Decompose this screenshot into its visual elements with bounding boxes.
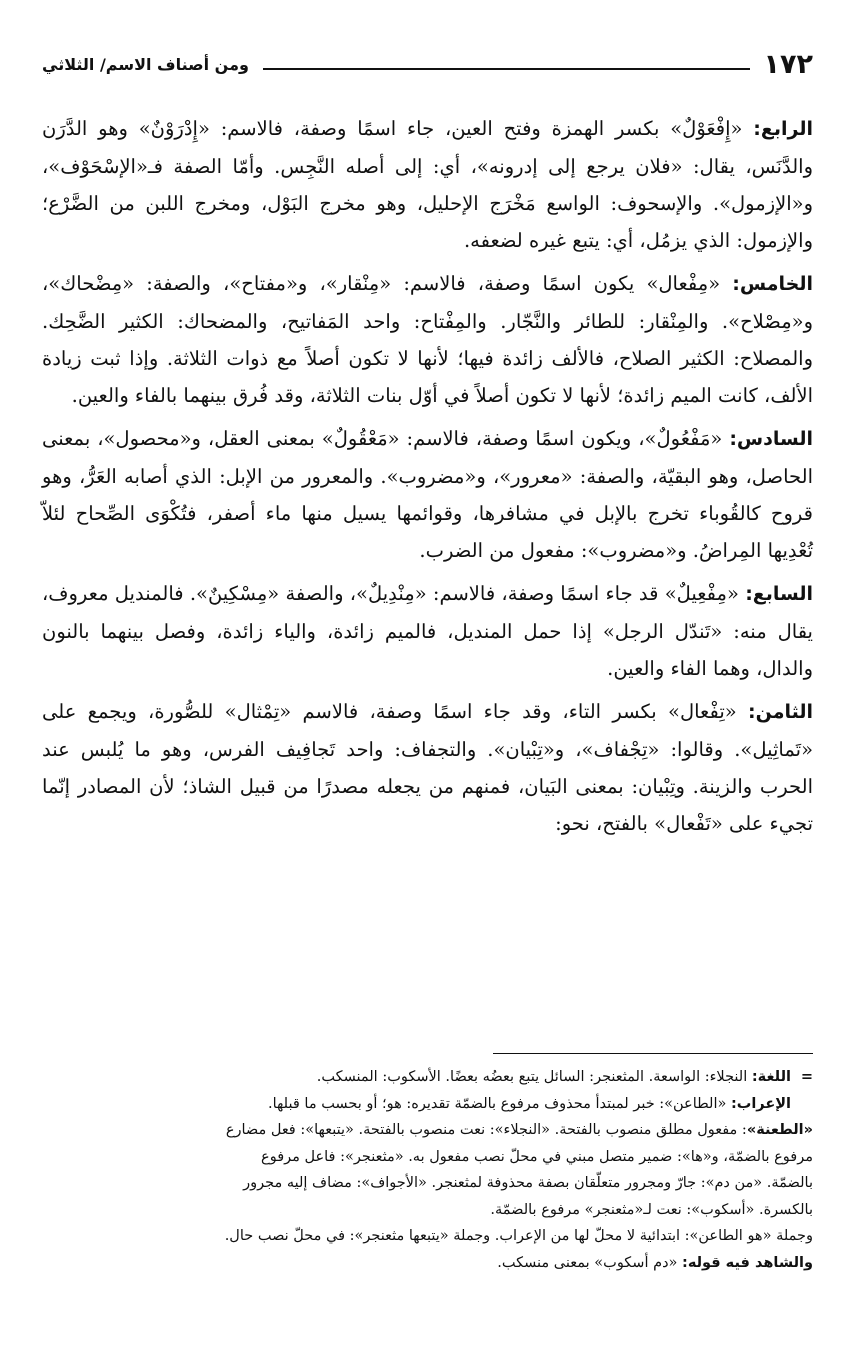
footnote-text: وجملة «هو الطاعن»: ابتدائية لا محلّ لها من الإعراب. وجملة «يتبعها مثعنجر»: في محلّ نصب حال. [224,1228,813,1244]
paragraph-body: «مِفْعِيلٌ» قد جاء اسمًا وصفة، فالاسم: «مِنْدِيلٌ»، والصفة «مِسْكِينٌ». فالمنديل معروف، يقال منه: «تَندّل الرجل» إذا حمل المنديل، فالميم زائدة، والياء زائدة، وفصل بينهما بالنون والدال، وهما الفاء والعين. [42,582,813,680]
footnote-line [42,1197,813,1224]
paragraph-body: «تِفْعال» بكسر التاء، وقد جاء اسمًا وصفة، فالاسم «تِمْثال» للصُّورة، ويجمع على «تَماثِيل». وقالوا: «تِجْفاف»، و«تِبْيان». والتجفاف: واحد تَجافِيف الفرس، وهو ما يُلبس عند الحرب والزينة. وتِبْيان: بمعنى البَيان، فمنهم من يجعله مصدرًا من قبيل الشاذ؛ لأن المصادر إنّما تجيء على «تَفْعال» بالفتح، نحو: [42,700,813,835]
paragraph-body: «مِفْعال» يكون اسمًا وصفة، فالاسم: «مِنْقار»، و«مفتاح»، والصفة: «مِضْحاك»، و«مِصْلاح». والمِنْقار: للطائر والنَّجّار. والمِفْتاح: واحد المَفاتيح، والمضحاك: الكثير الضَّحِك. والمصلاح: الكثير الصلاح، فالألف زائدة فيها؛ لأنها لا تكون أصلاً مع ذوات الثلاثة. وإذا ثبت زيادة الألف، كانت الميم زائدة؛ لأنها لا تكون أصلاً في أوّل بنات الثلاثة، وقد فُرق بينهما بالفاء والعين. [42,272,813,407]
footnote-text: مرفوع بالضمّة، و«ها»: ضمير متصل مبني في محلّ نصب مفعول به. «مثعنجر»: فاعل مرفوع [261,1148,813,1165]
footnotes [42,1064,813,1276]
paragraph-body: «إِفْعَوْلٌ» بكسر الهمزة وفتح العين، جاء اسمًا وصفة، فالاسم: «إِدْرَوْنٌ» وهو الدَّرَن والدَّنَس، يقال: «فلان يرجع إلى إدرونه»، أي: إلى أصله النَّجِس. وأمّا الصفة فـ«الإسْحَوْف»، و«الإزمول». والإسحوف: الواسع مَخْرَج الإحليل، وهو مخرج البَوْل، ومخرج اللبن من الضَّرْع؛ والإزمول: الذي يزمُل، أي: يتبع غيره لضعفه. [42,117,813,252]
footnote-text: النجلاء: الواسعة. المثعنجر: السائل يتبع بعضُه بعضًا. الأسكوب: المنسكب. [316,1069,752,1085]
footnote-line [42,1250,813,1277]
footnote-text: بالضمّة. «من دم»: جارّ ومجرور متعلّقان بصفة محذوفة لمثعنجر. «الأجواف»: مضاف إليه مجرور [243,1175,813,1191]
page-header [42,44,813,84]
paragraph-fifth [42,265,813,414]
page-number: ١٧٢ [763,48,813,80]
footnote-text: : مفعول مطلق منصوب بالفتحة. «النجلاء»: نعت منصوب بالفتحة. «يتبعها»: فعل مضارع [225,1122,747,1138]
paragraph-fourth [42,110,813,259]
footnote-line [42,1144,813,1171]
footnote-line [42,1117,813,1144]
paragraph-seventh [42,575,813,687]
paragraph-lead: الثامن: [748,701,813,723]
paragraph-lead: الرابع: [753,118,813,140]
header-rule [263,68,750,70]
footnote-lead: «الطعنة» [746,1122,813,1138]
running-title: ومن أصناف الاسم/ الثلاثي [42,54,249,74]
footnote-line [42,1091,813,1118]
footnote-line [42,1170,813,1197]
paragraph-sixth [42,420,813,569]
footnote-text: «الطاعن»: خبر لمبتدأ محذوف مرفوع بالضمّة تقديره: هو؛ أو بحسب ما قبلها. [267,1095,731,1112]
footnote-lead: الإعراب: [730,1095,791,1112]
paragraph-lead: السادس: [729,428,813,450]
paragraph-lead: السابع: [745,583,814,605]
paragraph-eighth [42,693,813,842]
footnote-separator [493,1053,813,1054]
footnote-lead: والشاهد فيه قوله: [682,1254,813,1271]
paragraph-lead: الخامس: [732,273,813,295]
paragraph-body: «مَفْعُولٌ»، ويكون اسمًا وصفة، فالاسم: «مَعْقُولٌ» بمعنى العقل، و«محصول»، بمعنى الحاصل، وهو البقيّة، والصفة: «معرور»، و«مضروب». والمعرور من الإبل: الذي أصابه العَرُّ، وهو قروح كالقُوباء تخرج بالإبل في مشافرها، وقوائمها يسيل منها ماء أصفر، فتُكْوَى الصِّحاح لئلاّ تُعْدِيها المِراضُ. و«مضروب»: مفعول من الضرب. [42,427,813,562]
footnote-line [42,1223,813,1250]
footnote-lead: اللغة: [751,1069,791,1085]
main-text [42,110,813,848]
footnote-text: بالكسرة. «أسكوب»: نعت لـ«مثعنجر» مرفوع بالضمّة. [490,1201,813,1218]
footnote-line [42,1064,813,1091]
footnote-continuation-mark: = [800,1068,813,1085]
footnote-text: «دم أسكوب» بمعنى منسكب. [497,1254,683,1271]
